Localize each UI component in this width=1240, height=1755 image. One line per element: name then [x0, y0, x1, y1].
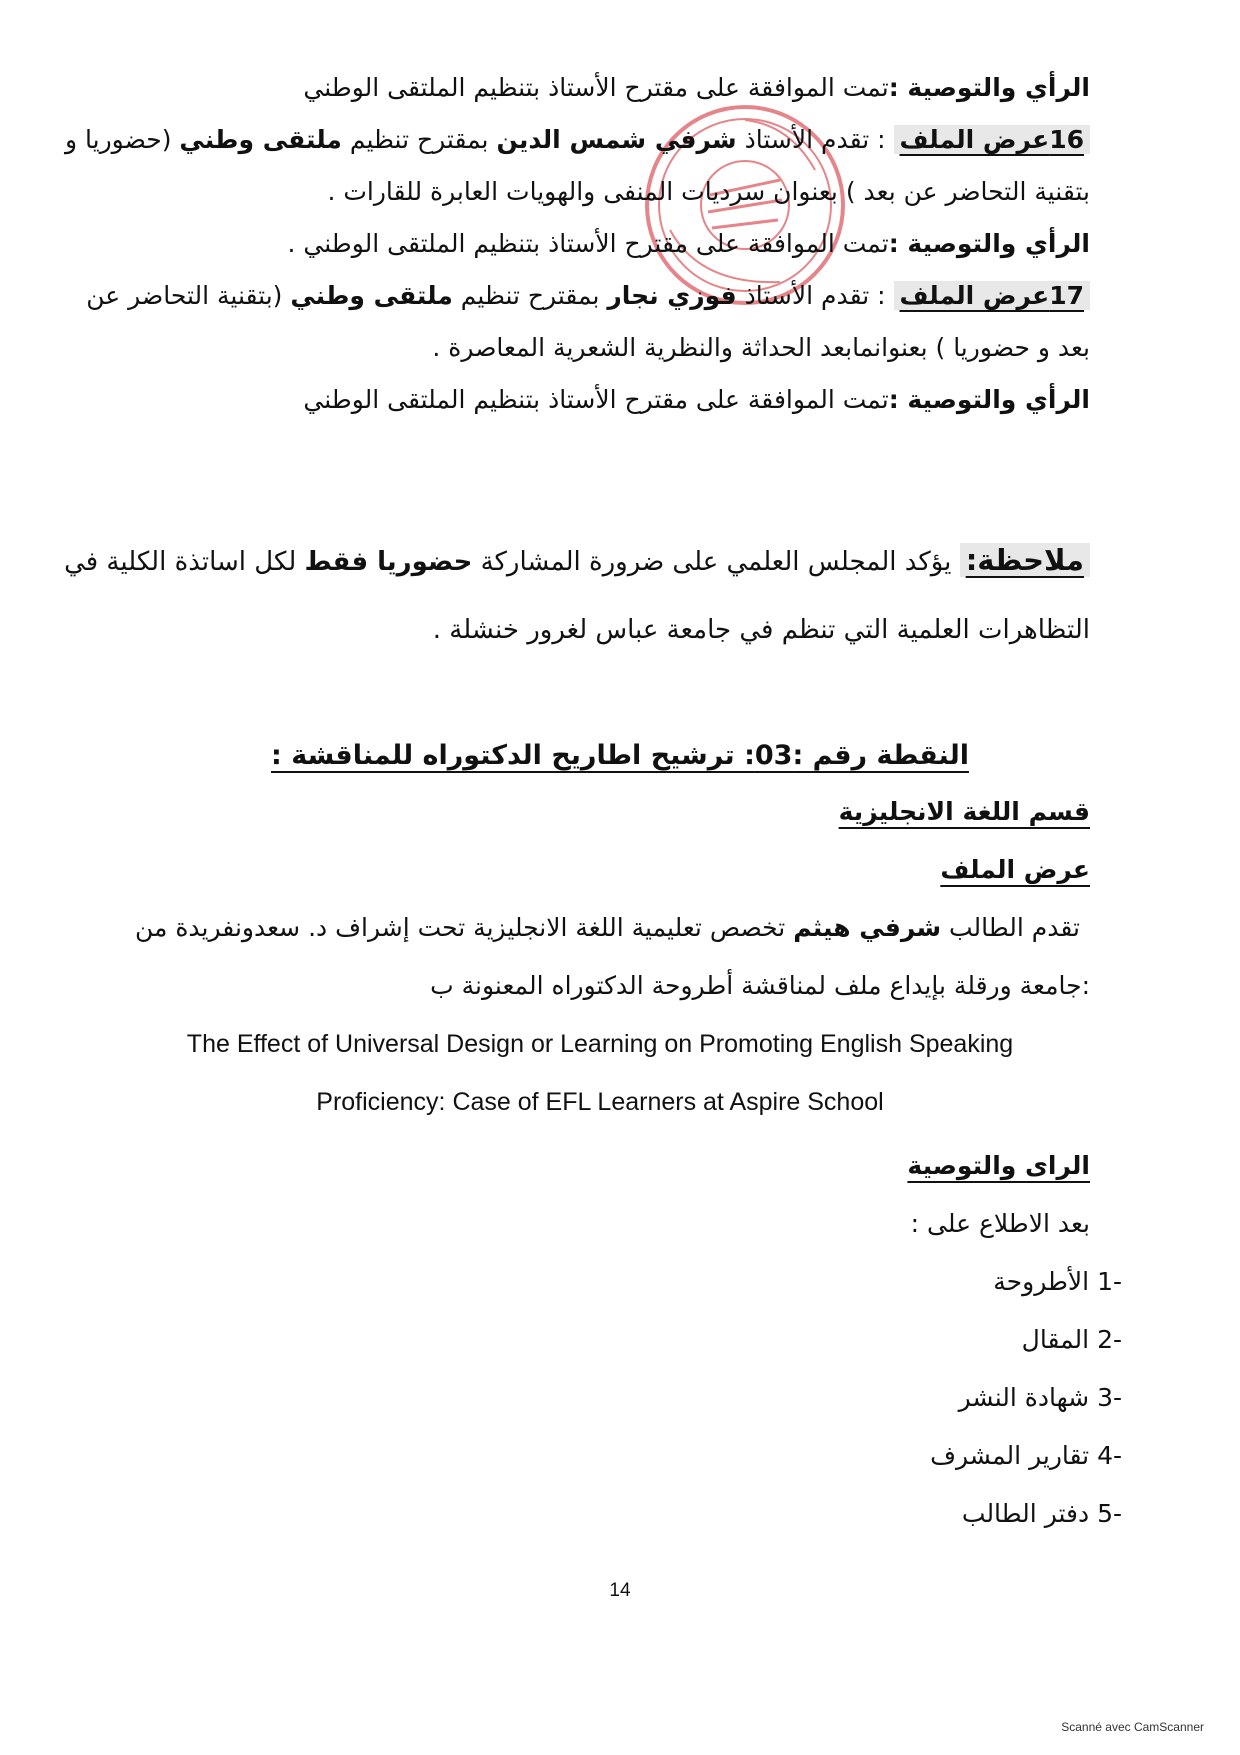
file-16-label: 16عرض الملف	[894, 125, 1090, 154]
list-item	[930, 1436, 1122, 1476]
opinion-heading-text: الراى والتوصية	[907, 1151, 1090, 1180]
thesis-text-line-2: :جامعة ورقلة بإيداع ملف لمناقشة أطروحة الدكتوراه المعنونة ب	[430, 971, 1090, 1000]
file-17-text-c: (بتقنية التحاضر عن	[86, 281, 291, 310]
after-review-text: بعد الاطلاع على :	[910, 1209, 1090, 1238]
list-item-text: -4 تقارير المشرف	[930, 1441, 1122, 1470]
student-name: شرفي هيثم	[793, 913, 942, 942]
thesis-paragraph-1	[135, 908, 1080, 948]
section-title-text: النقطة رقم :03: ترشيح اطاريح الدكتوراه للمناقشة :	[271, 740, 969, 771]
note-line-1	[64, 540, 1090, 582]
thesis-paragraph-2	[430, 966, 1090, 1006]
list-item-text: -5 دفتر الطالب	[961, 1499, 1122, 1528]
thesis-title-en-1: The Effect of Universal Design or Learning on Promoting English Speaking	[186, 1030, 1014, 1058]
opinion-label: الرأي والتوصية :	[888, 229, 1090, 258]
section-title	[0, 734, 1240, 778]
file-17-line-2	[432, 328, 1090, 368]
list-item	[962, 1494, 1122, 1534]
professor-name: شرفي شمس الدين	[496, 125, 737, 154]
event-type: ملتقى وطني	[290, 281, 453, 310]
after-review-line	[911, 1204, 1090, 1244]
opinion-label: الرأي والتوصية :	[888, 385, 1090, 414]
list-item-text: -3 شهادة النشر	[958, 1383, 1122, 1412]
file-heading	[940, 850, 1090, 890]
file-16-text-b: بمقترح تنظيم	[341, 125, 497, 154]
thesis-title-en-2: Proficiency: Case of EFL Learners at Aspire School	[316, 1088, 884, 1116]
opinion-heading	[907, 1146, 1090, 1186]
file-16-line-2	[327, 172, 1090, 212]
file-16-title: بتقنية التحاضر عن بعد ) بعنوان سرديات المنفى والهويات العابرة للقارات .	[327, 177, 1090, 206]
list-item	[993, 1262, 1122, 1302]
department-heading-text: قسم اللغة الانجليزية	[838, 797, 1090, 826]
opinion-text: تمت الموافقة على مقترح الأستاذ بتنظيم الملتقى الوطني	[303, 385, 889, 414]
thesis-title-line-2	[0, 1082, 1220, 1122]
list-item-text: -2 المقال	[1021, 1325, 1122, 1354]
file-heading-text: عرض الملف	[940, 855, 1090, 884]
file-17-line	[86, 276, 1090, 316]
thesis-title-line-1	[0, 1024, 1220, 1064]
scanner-footer: Scanné avec CamScanner	[1061, 1720, 1204, 1734]
professor-name: فوزي نجار	[607, 281, 737, 310]
thesis-text-a: تقدم الطالب	[941, 913, 1080, 942]
note-text-b: لكل اساتذة الكلية في	[64, 547, 305, 577]
note-text-a: يؤكد المجلس العلمي على ضرورة المشاركة	[472, 547, 960, 577]
note-line-2	[433, 610, 1090, 650]
opinion-label: الرأي والتوصية :	[888, 73, 1090, 102]
file-17-label: 17عرض الملف	[894, 281, 1090, 310]
file-16-text-c: (حضوريا و	[65, 125, 180, 154]
event-type: ملتقى وطني	[179, 125, 342, 154]
file-17-text-b: بمقترح تنظيم	[452, 281, 608, 310]
list-item	[959, 1378, 1122, 1418]
opinion-line-3	[303, 380, 1090, 420]
note-emphasis: حضوريا فقط	[304, 547, 473, 577]
opinion-text: تمت الموافقة على مقترح الأستاذ بتنظيم الملتقى الوطني	[303, 73, 889, 102]
file-17-title: بعد و حضوريا ) بعنوانمابعد الحداثة والنظرية الشعرية المعاصرة .	[432, 333, 1090, 362]
file-17-text-a: : تقدم الأستاذ	[736, 281, 894, 310]
note-text-line-2: التظاهرات العلمية التي تنظم في جامعة عباس لغرور خنشلة .	[432, 615, 1090, 645]
file-16-text-a: : تقدم الأستاذ	[736, 125, 894, 154]
department-heading	[839, 792, 1090, 832]
thesis-text-b: تخصص تعليمية اللغة الانجليزية تحت إشراف د. سعدونفريدة من	[134, 913, 794, 942]
opinion-line-2	[288, 224, 1090, 264]
file-16-line	[65, 120, 1090, 160]
list-item	[1022, 1320, 1122, 1360]
note-label: ملاحظة:	[960, 543, 1090, 577]
list-item-text: -1 الأطروحة	[993, 1267, 1122, 1296]
opinion-line-1	[303, 68, 1090, 108]
opinion-text: تمت الموافقة على مقترح الأستاذ بتنظيم الملتقى الوطني .	[287, 229, 889, 258]
page-number: 14	[609, 1580, 631, 1601]
